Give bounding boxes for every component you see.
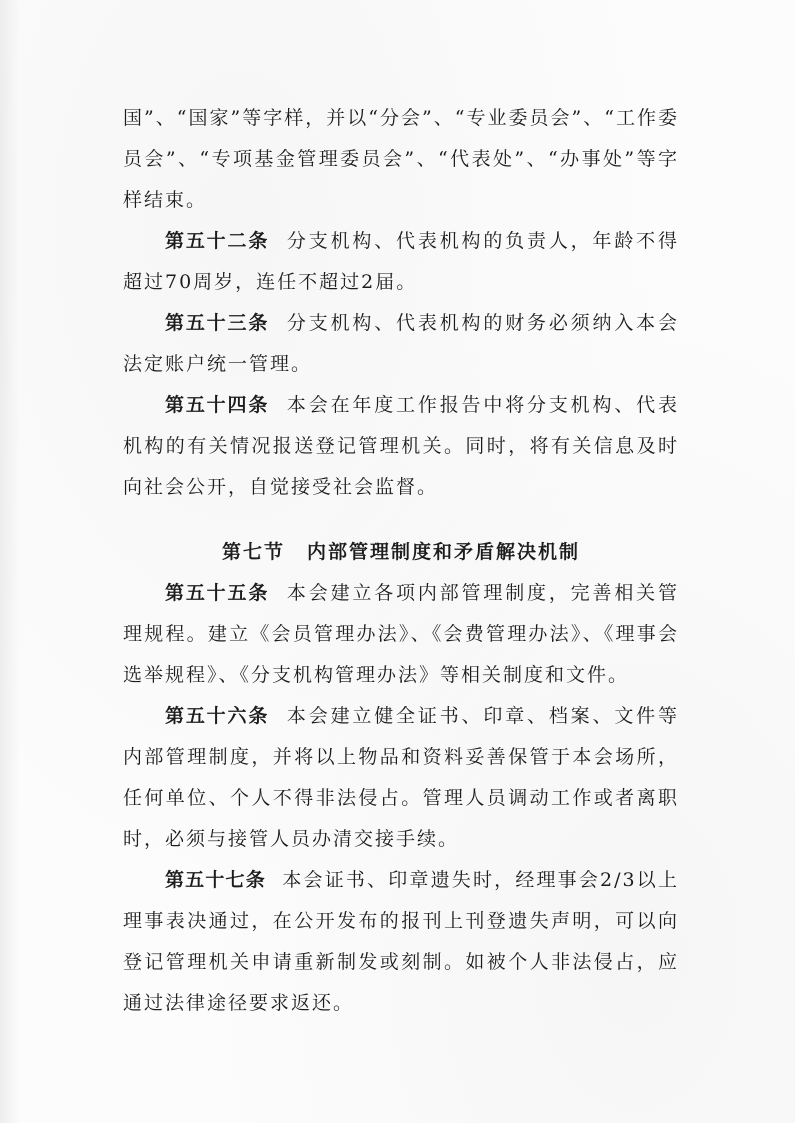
- section-title: 内部管理制度和矛盾解决机制: [307, 541, 581, 563]
- article-57: [123, 860, 679, 1024]
- section-number: 第七节: [221, 541, 285, 563]
- article-53-title: 第五十三条: [165, 312, 270, 334]
- article-56: [123, 696, 679, 860]
- article-56-body: 本会建立健全证书、印章、档案、文件等内部管理制度，并将以上物品和资料妥善保管于本会场所，任何单位、个人不得非法侵占。管理人员调动工作或者离职时，必须与接管人员办清交接手续。: [123, 705, 679, 850]
- scan-shadow: [0, 0, 20, 1123]
- article-57-body: 本会证书、印章遗失时，经理事会2/3以上理事表决通过，在公开发布的报刊上刊登遗失声明，可以向登记管理机关申请重新制发或刻制。如被个人非法侵占，应通过法律途径要求返还。: [123, 869, 679, 1014]
- section-spacer: [123, 508, 679, 532]
- article-57-title: 第五十七条: [165, 869, 266, 891]
- article-53: [123, 303, 679, 385]
- article-55-body: 本会建立各项内部管理制度，完善相关管理规程。建立《会员管理办法》、《会费管理办法》、《理事会选举规程》、《分支机构管理办法》等相关制度和文件。: [123, 582, 679, 686]
- article-52-body: 分支机构、代表机构的负责人，年龄不得超过70周岁，连任不超过2届。: [123, 230, 679, 293]
- article-54: [123, 385, 679, 508]
- article-56-title: 第五十六条: [165, 705, 270, 727]
- article-54-title: 第五十四条: [165, 394, 270, 416]
- article-54-body: 本会在年度工作报告中将分支机构、代表机构的有关情况报送登记管理机关。同时，将有关信息及时向社会公开，自觉接受社会监督。: [123, 394, 679, 498]
- intro-paragraph: 国”、“国家”等字样，并以“分会”、“专业委员会”、“工作委员会”、“专项基金管理委员会”、“代表处”、“办事处”等字样结束。: [123, 107, 679, 211]
- article-53-body: 分支机构、代表机构的财务必须纳入本会法定账户统一管理。: [123, 312, 679, 375]
- article-52-title: 第五十二条: [165, 230, 270, 252]
- document-body: [123, 98, 679, 1024]
- section-heading: [123, 532, 679, 573]
- article-52: [123, 221, 679, 303]
- article-55-title: 第五十五条: [165, 582, 270, 604]
- article-55: [123, 573, 679, 696]
